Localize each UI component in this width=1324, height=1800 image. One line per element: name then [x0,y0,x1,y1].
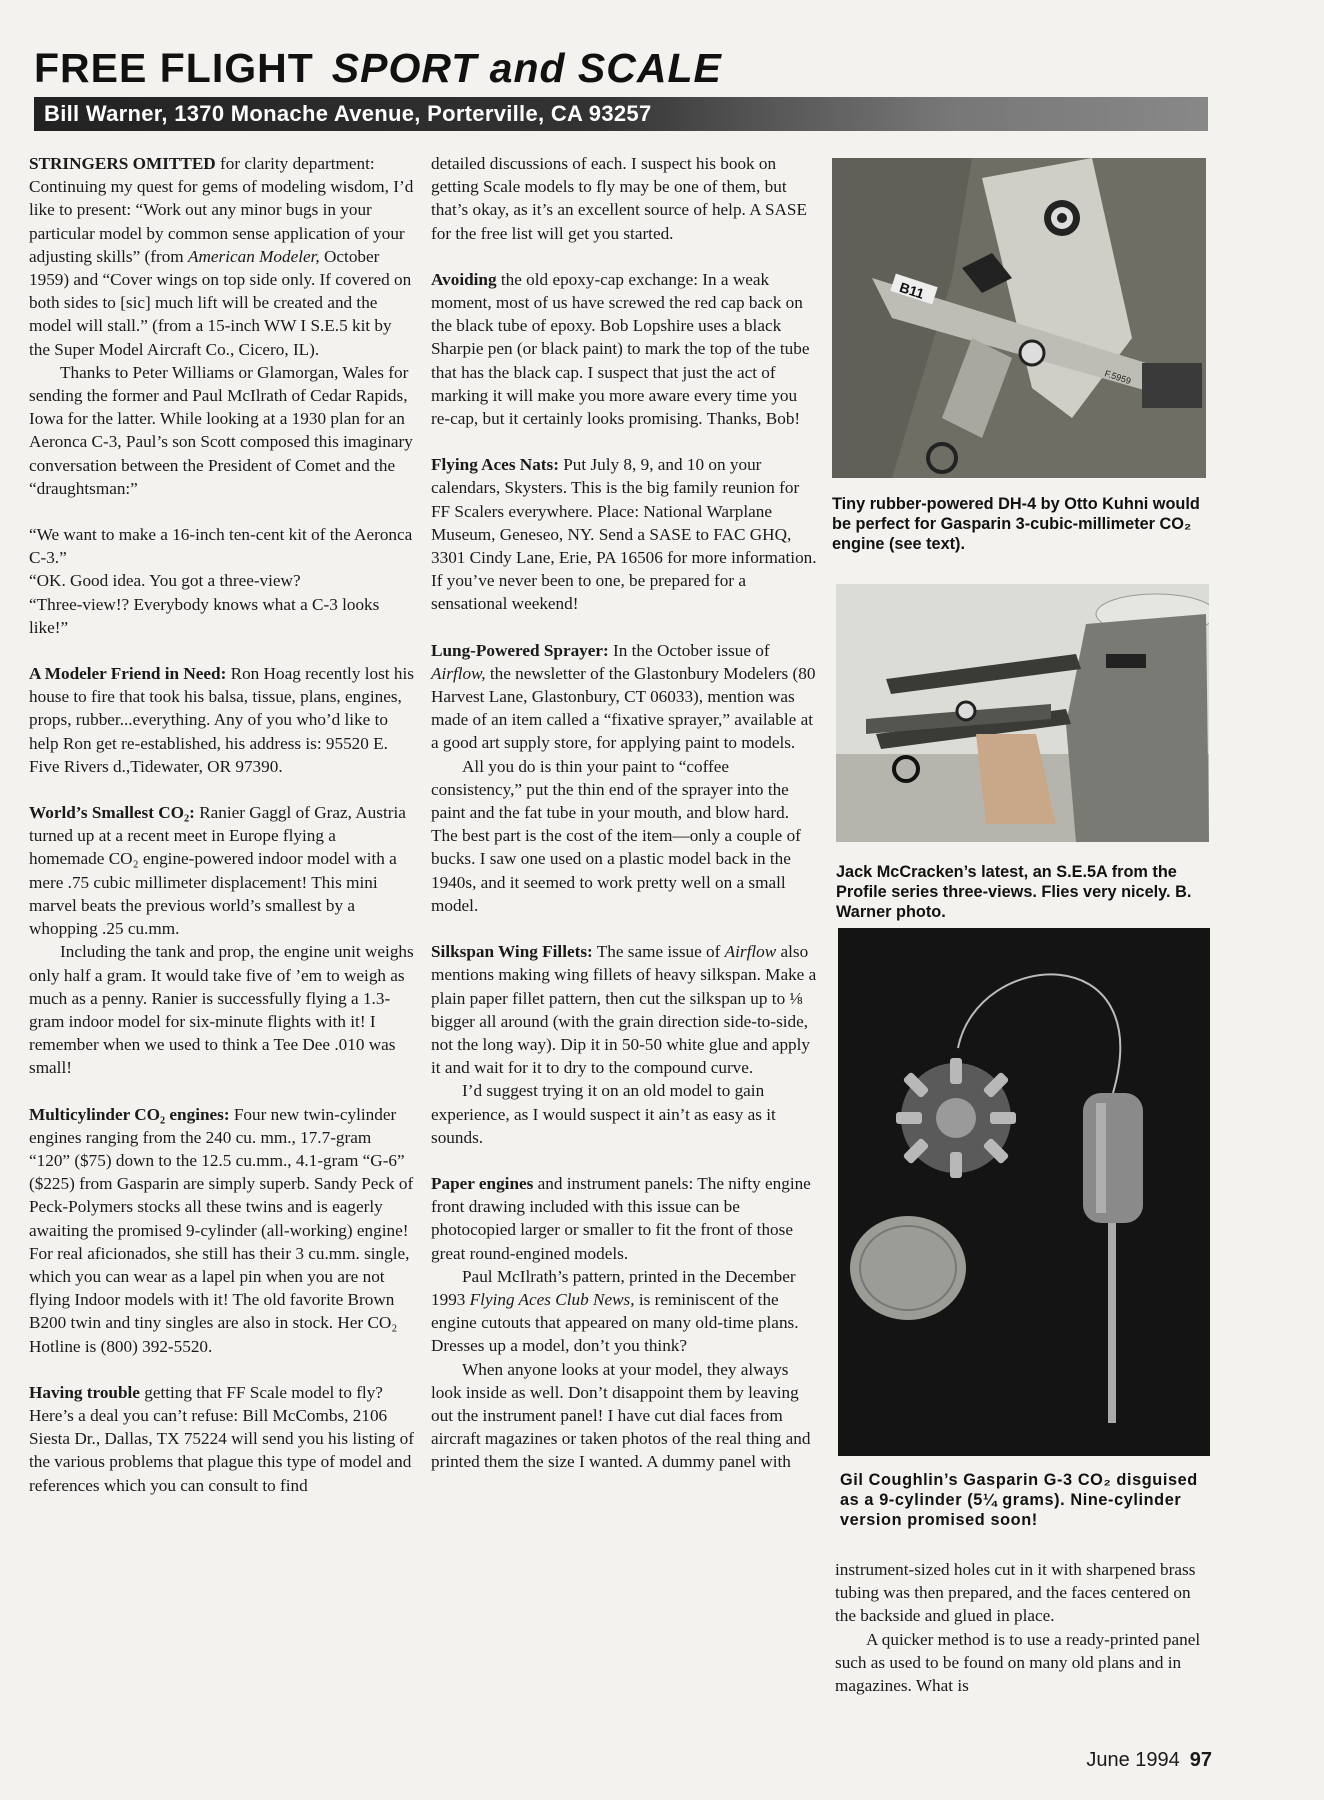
page-footer [1086,1749,1212,1772]
paragraph [29,1103,415,1358]
photo-caption: Jack McCracken’s latest, an S.E.5A from the Profile series three-views. Flies very nicely. B. Warner photo. [836,863,1192,921]
paragraph: All you do is thin your paint to “coffee consistency,” put the thin end of the sprayer into the paint and the fat tube in your mouth, and blow hard. The best part is the cost of the item—only a couple of bucks. I saw one used on a plastic model back in the 1940s, and it seemed to work pretty well on a small model. [431,756,801,915]
paragraph-text: Ranier Gaggl of Graz, Austria turned up at a recent meet in Europe flying a homemade CO₂ engine-powered indoor model with a mere .75 cubic millimeter displacement! This mini marvel beats the previous world’s smallest by a whopping .25 cu.mm. [29,803,406,939]
man-figure [1066,614,1209,842]
paragraph [431,639,817,755]
paragraph-lead: Multicylinder CO₂ engines: [29,1104,230,1124]
paragraph-text: Put July 8, 9, and 10 on your calendars, Skysters. This is the big family reunion for FF Scalers everywhere. Place: National Warplane Museum, Geneseo, NY. Send a SASE to FAC GHQ, 3301 Cindy Lane, Erie, PA 16506 for more information. If you’ve never been to one, be prepared for a sensational weekend! [431,455,817,614]
roundel-center [1057,213,1067,223]
paragraph: A quicker method is to use a ready-printed panel such as used to be found on many old plans and in magazines. What is [835,1629,1201,1696]
paragraph-lead: Paper engines [431,1173,534,1193]
paragraph-lead: STRINGERS OMITTED [29,154,216,173]
paragraph [29,801,415,940]
engine-hub [936,1098,976,1138]
page-number: 97 [1189,1749,1212,1771]
column-3 [835,1558,1215,1697]
paragraph [29,152,415,361]
paragraph-text: October 1959) and “Cover wings on top side only. If covered on both sides to [sic] much lift will be created and the model will stall.” (from a 15-inch WW I S.E.5 kit by the Super Model Aircraft Co., Cicero, IL). [29,246,412,359]
engine-illustration [838,928,1210,1456]
tail-checker [1142,363,1202,408]
paragraph-lead: Flying Aces Nats: [431,455,559,475]
paragraph-text: The same issue of [592,942,725,962]
issue-date: June 1994 [1086,1749,1180,1771]
photo-dh4-biplane [832,158,1206,478]
tank-highlight [1096,1103,1106,1213]
publication-title: Airflow, [431,663,486,683]
column-2 [431,152,817,1474]
paragraph-lead: Lung-Powered Sprayer: [431,640,609,660]
biplane-illustration [832,158,1206,478]
lower-roundel [1020,341,1044,365]
paragraph-text: and instrument panels: The nifty engine front drawing included with this issue can be photocopied larger or smaller to fit the front of those great round-engined models. [431,1173,811,1263]
paragraph [431,1265,817,1358]
roundel [957,702,975,720]
filler-needle [1108,1223,1116,1423]
fuselage-serial: F.5959 [1103,368,1133,387]
paragraph-lead: A Modeler Friend in Need: [29,664,227,684]
paragraph-text: is reminiscent of the engine cutouts that appeared on many old-time plans. Dresses up a model, don’t you think? [431,1289,799,1356]
co2-tank [1083,1093,1143,1223]
author-address-bar [34,97,1208,131]
dime-coin [850,1216,966,1320]
author-address: Bill Warner, 1370 Monache Avenue, Porterville, CA 93257 [44,101,652,126]
se5a-illustration [836,584,1209,842]
paragraph-text: Four new twin-cylinder engines ranging from the 240 cu. mm., 17.7-gram “120” ($75) down to the 12.5 cu.mm., 4.1-gram “G-6” ($225) from Gasparin are simply superb. Sandy Peck of Peck-Polymers stocks all these twins and is eagerly awaiting the promised 9-cylinder (all-working) engine! For real aficionados, she still has their 3 cu.mm. single, which you can wear as a lapel pin when you are not flying Indoor models with it! The old favorite Brown B200 twin and tiny singles are also in stock. Her CO₂ Hotline is (800) 392-5520. [29,1104,414,1356]
photo-se5a-model [836,584,1209,842]
publication-title: American Modeler, [187,246,320,266]
photo-caption: Tiny rubber-powered DH-4 by Otto Kuhni would be perfect for Gasparin 3-cubic-millimeter CO₂ engine (see text). [832,495,1200,553]
quote-line: “Three-view!? Everybody knows what a C-3 looks like!” [29,594,380,637]
paragraph [431,940,817,1079]
photo-background [838,928,1210,1456]
paragraph: Thanks to Peter Williams or Glamorgan, Wales for sending the former and Paul McIlrath of Cedar Rapids, Iowa for the latter. While looking at a 1930 plan for an Aeronca C-3, Paul’s son Scott composed this imaginary conversation between the President of Comet and the “draughtsman:” [29,362,413,498]
publication-title: Flying Aces Club News, [469,1289,635,1309]
paragraph-text: also mentions making wing fillets of heavy silkspan. Make a plain paper fillet pattern, then cut the silkspan up to ⅛ bigger all around (with the grain direction side-to-side, not the long way). Dip it in 50-50 white glue and apply it and wait for it to dry to the compound curve. [431,942,817,1078]
title-plain: FREE FLIGHT [34,45,314,91]
quote-line: “OK. Good idea. You got a three-view? [29,571,301,591]
fuselage-code: B11 [897,278,927,302]
paragraph [29,662,415,778]
paragraph [431,453,817,615]
paragraph: instrument-sized holes cut in it with sharpened brass tubing was then prepared, and the faces centered on the backside and glued in place. [835,1560,1196,1626]
paragraph-lead: World’s Smallest CO₂: [29,803,195,823]
glasses [1106,654,1146,668]
publication-title: Airflow [724,942,777,962]
paragraph: detailed discussions of each. I suspect his book on getting Scale models to fly may be one of them, but that’s okay, as it’s an excellent source of help. A SASE for the free list will get you started. [431,154,807,243]
paragraph-text: In the October issue of [608,640,770,660]
paragraph [431,1172,817,1265]
paragraph [431,268,817,430]
paragraph: I’d suggest trying it on an old model to gain experience, as I would suspect it ain’t as easy as it sounds. [431,1081,776,1147]
paragraph: Including the tank and prop, the engine unit weighs only half a gram. It would take five of ’em to weigh as much as a penny. Ranier is successfully flying a 1.3-gram indoor model for six-minute flights with it! I remember when we used to think a Tee Dee .010 was small! [29,942,414,1078]
paragraph-text: Ron Hoag recently lost his house to fire that took his balsa, tissue, plans, engines, props, rubber...everything. Any of you who’d like to help Ron get re-established, his address is: 95520 E. Five Rivers d.,Tidewater, OR 97390. [29,664,414,776]
paragraph-lead: Avoiding [431,269,497,289]
paragraph-text: for clarity department: Continuing my quest for gems of modeling wisdom, I’d like to present: “Work out any minor bugs in your particular model by common sense application of your adjusting skills” (from [29,154,414,266]
title-italic: SPORT and SCALE [331,45,722,91]
paragraph-text: Paul McIlrath’s pattern, printed in the December 1993 [431,1266,796,1309]
paragraph-lead: Having trouble [29,1382,140,1402]
paragraph-text: the newsletter of the Glastonbury Modelers (80 Harvest Lane, Glastonbury, CT 06033), mention was made of an item called a “fixative sprayer,” available at a good art supply store, for applying paint to models. [431,663,816,753]
photo-gasparin-engine [838,928,1210,1456]
paragraph: When anyone looks at your model, they always look inside as well. Don’t disappoint them by leaving out the instrument panel! I have cut dial faces from aircraft magazines or taken photos of the real thing and printed them the size I wanted. A dummy panel with [431,1359,811,1472]
paragraph-lead: Silkspan Wing Fillets: [431,942,593,962]
paragraph-text: the old epoxy-cap exchange: In a weak moment, most of us have screwed the red cap back on the black tube of epoxy. Bob Lopshire uses a black Sharpie pen (or black paint) to mark the top of the tube that has the black cap. I suspect that just the act of marking it will make you more aware every time you re-cap, but it certainly looks promising. Thanks, Bob! [431,269,810,429]
paragraph-text: getting that FF Scale model to fly? Here’s a deal you can’t refuse: Bill McCombs, 2106 Siesta Dr., Dallas, TX 75224 will send you his listing of the various problems that plague this type of model and references which you can consult to find [29,1382,414,1495]
quote-line: “We want to make a 16-inch ten-cent kit of the Aeronca C-3.” [29,525,413,568]
paragraph [29,1381,415,1497]
photo-caption: Gil Coughlin’s Gasparin G-3 CO₂ disguised as a 9-cylinder (5¼ grams). Nine-cylinder version promised soon! [840,1471,1198,1529]
column-1 [29,152,415,1497]
page-title [34,45,722,91]
